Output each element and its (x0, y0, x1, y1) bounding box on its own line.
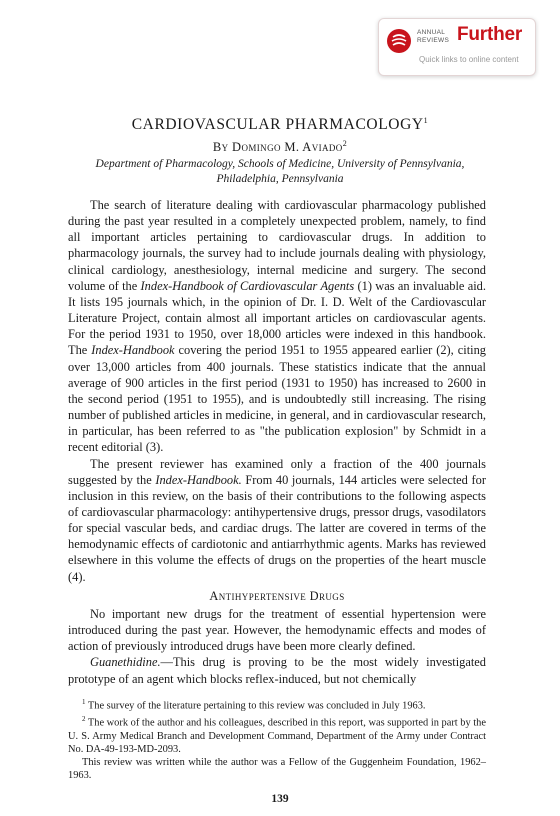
footnotes (68, 696, 486, 783)
author-footnote-marker[interactable]: 2 (342, 138, 348, 148)
footnote-2: $^2$ The work of the author and his colleagues, described in this report, was supported in part by the U. S. Army Medical Branch and Development Command, Department of the Army under Contract No. DA-49-193-MD-2093. (68, 714, 486, 755)
paragraph-scope: The present reviewer has examined only a fraction of the 400 journals suggested by the Index-Handbook. From 40 journals, 144 articles were selected for inclusion in this review, on the basis of their contributions to the following aspects of cardiovascular pharmacology: antihypertensive drugs, pressor drugs, vasodilators for special vascular beds, and cardiac drugs. The latter are covered in terms of the hemodynamic effects of cardiotonic and antiarrhythmic agents. Marks has reviewed elsewhere in this volume the effects of drugs on the properties of the heart muscle (4). (68, 456, 486, 584)
annual-reviews-logo-icon (387, 29, 411, 53)
paragraph-antihypertensive: No important new drugs for the treatment of essential hypertension were introduced during the past year. However, the hemodynamic effects and modes of action of previously introduced drugs have been more clearly defined. (68, 606, 486, 654)
paragraph-intro: The search of literature dealing with cardiovascular pharmacology published during the past year resulted in a completely unexpected problem, namely, to find all important articles pertaining to cardiovascular drugs. In addition to pharmacology journals, the survey had to include journals dealing with physiology, clinical cardiology, anesthesiology, internal medicine and surgery. The second volume of the Index-Handbook of Cardiovascular Agents (1) was an invaluable aid. It lists 195 journals which, in the opinion of Dr. I. D. Welt of the Cardiovascular Literature Project, contain almost all important articles on cardiovascular agents. For the period 1931 to 1950, over 18,000 articles were indexed in this handbook. The Index-Handbook covering the period 1951 to 1955 appeared earlier (2), citing over 13,000 articles from 400 journals. These statistics indicate that the annual average of 900 articles in the first period (1931 to 1950) has increased to 2600 in the second period (1951 to 1955), and is undoubtedly still increasing. The rising number of published articles in medicine, in general, and in cardiovascular research, in particular, has been referred to as "the publication explosion" by Schmidt in a recent editorial (3). (68, 198, 486, 455)
article-title: CARDIOVASCULAR PHARMACOLOGY$^1$ (131, 115, 429, 133)
paragraph-guanethidine: Guanethidine.—This drug is proving to be the most widely investigated prototype of an agent which blocks reflex-induced, but not chemically (68, 655, 486, 686)
banner-org-name: ANNUAL REVIEWS (417, 29, 450, 44)
banner-subtitle: Quick links to online content (419, 55, 519, 64)
author-affiliation: Department of Pharmacology, Schools of Medicine, University of Pennsylvania, Philadelphia, Pennsylvania (95, 158, 465, 185)
further-banner[interactable] (378, 18, 536, 76)
section-heading: Antihypertensive Drugs (209, 588, 345, 603)
footnote-3: This review was written while the author was a Fellow of the Guggenheim Foundation, 1962–1963. (68, 757, 486, 782)
article-body (68, 197, 486, 687)
page-number: 139 (271, 793, 289, 805)
banner-further-title: Further (457, 24, 523, 45)
article-author: By Domingo M. Aviado$^2$ (212, 138, 348, 154)
title-footnote-marker[interactable]: 1 (423, 115, 429, 125)
footnote-1: $^1$ The survey of the literature pertaining to this review was concluded in July 1963. (82, 698, 426, 712)
